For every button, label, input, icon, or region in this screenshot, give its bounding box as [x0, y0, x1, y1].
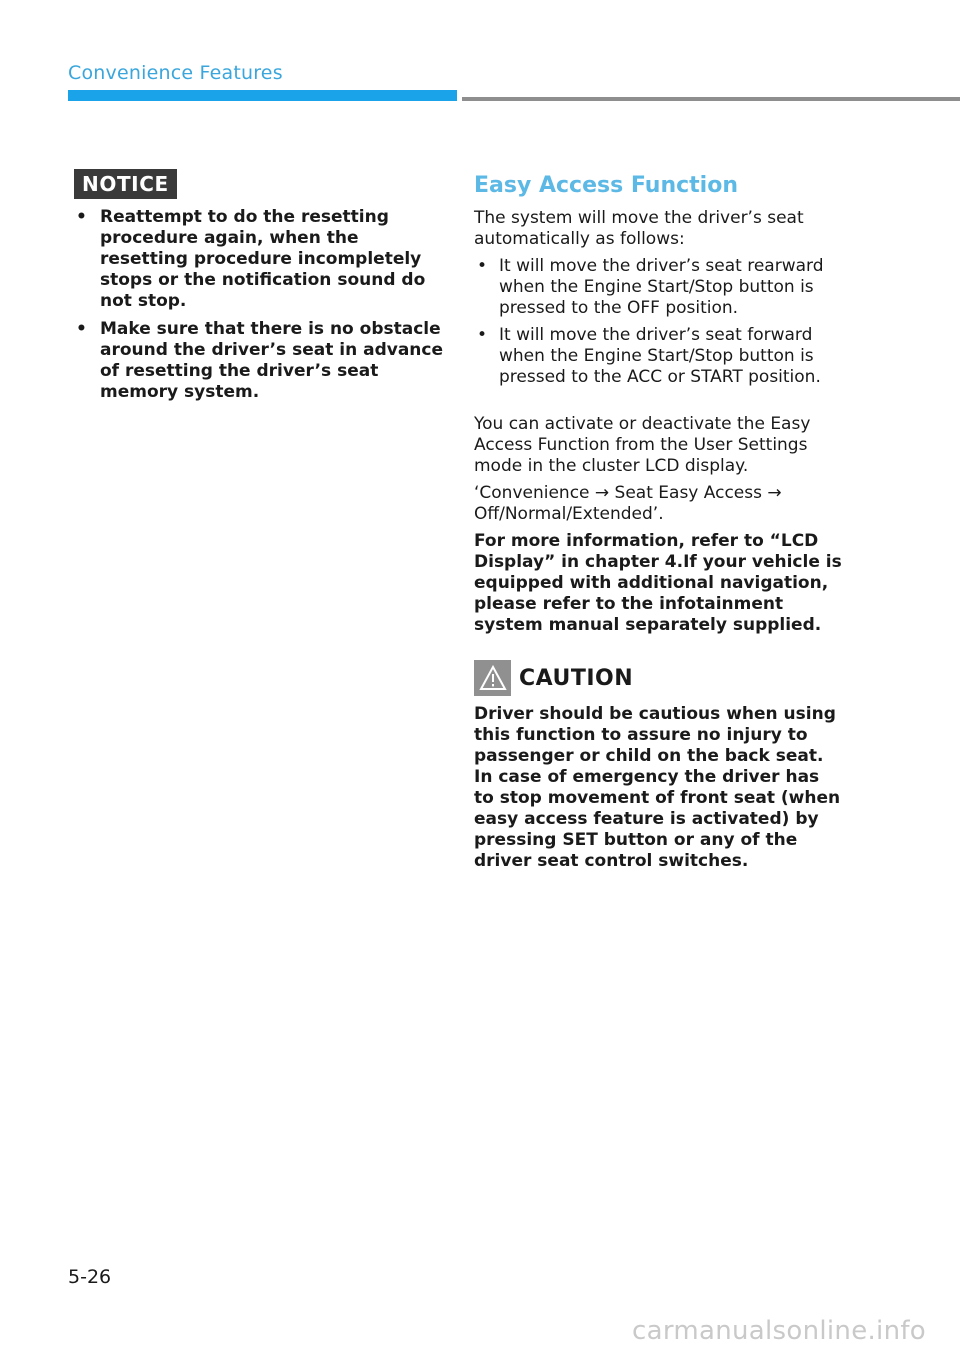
notice-item: • Make sure that there is no obstacle around the driver’s seat in advance of resetting the driver’s seat memory system. [74, 319, 444, 403]
watermark: carmanualsonline.info [632, 1316, 927, 1346]
easy-access-heading: Easy Access Function [474, 173, 738, 198]
menu-path: ‘Convenience → Seat Easy Access → Off/Normal/Extended’. [474, 483, 782, 524]
notice-item: • Reattempt to do the resetting procedure again, when the resetting procedure incompletely stops or the notification sound do not stop. [74, 207, 444, 312]
easy-access-intro: The system will move the driver’s seat automatically as follows: [474, 208, 804, 249]
right-column [474, 172, 844, 872]
page-number: 5-26 [68, 1266, 112, 1288]
notice-badge: NOTICE [74, 169, 177, 199]
header-rule-blue [68, 90, 457, 101]
caution-header [474, 660, 844, 696]
list-item: • It will move the driver’s seat forward when the Engine Start/Stop button is pressed to the ACC or START position. [474, 325, 844, 388]
more-info-paragraph: For more information, refer to “LCD Display” in chapter 4.If your vehicle is equipped with additional navigation, please refer to the infotainment system manual separately supplied. [474, 531, 842, 635]
caution-body: Driver should be cautious when using this function to assure no injury to passenger or child on the back seat. In case of emergency the driver has to stop movement of front seat (when easy access feature is activated) by pressing SET button or any of the driver seat control switches. [474, 704, 841, 871]
section-title: Convenience Features [68, 62, 283, 84]
left-column [74, 169, 444, 410]
notice-list [74, 207, 444, 403]
easy-access-bullets [474, 256, 844, 388]
activate-paragraph: You can activate or deactivate the Easy Access Function from the User Settings mode in the cluster LCD display. [474, 414, 811, 476]
header-rule-gray [462, 97, 960, 101]
warning-triangle-icon [474, 660, 511, 696]
caution-title: CAUTION [519, 665, 634, 691]
list-item: • It will move the driver’s seat rearward when the Engine Start/Stop button is pressed to the OFF position. [474, 256, 844, 319]
